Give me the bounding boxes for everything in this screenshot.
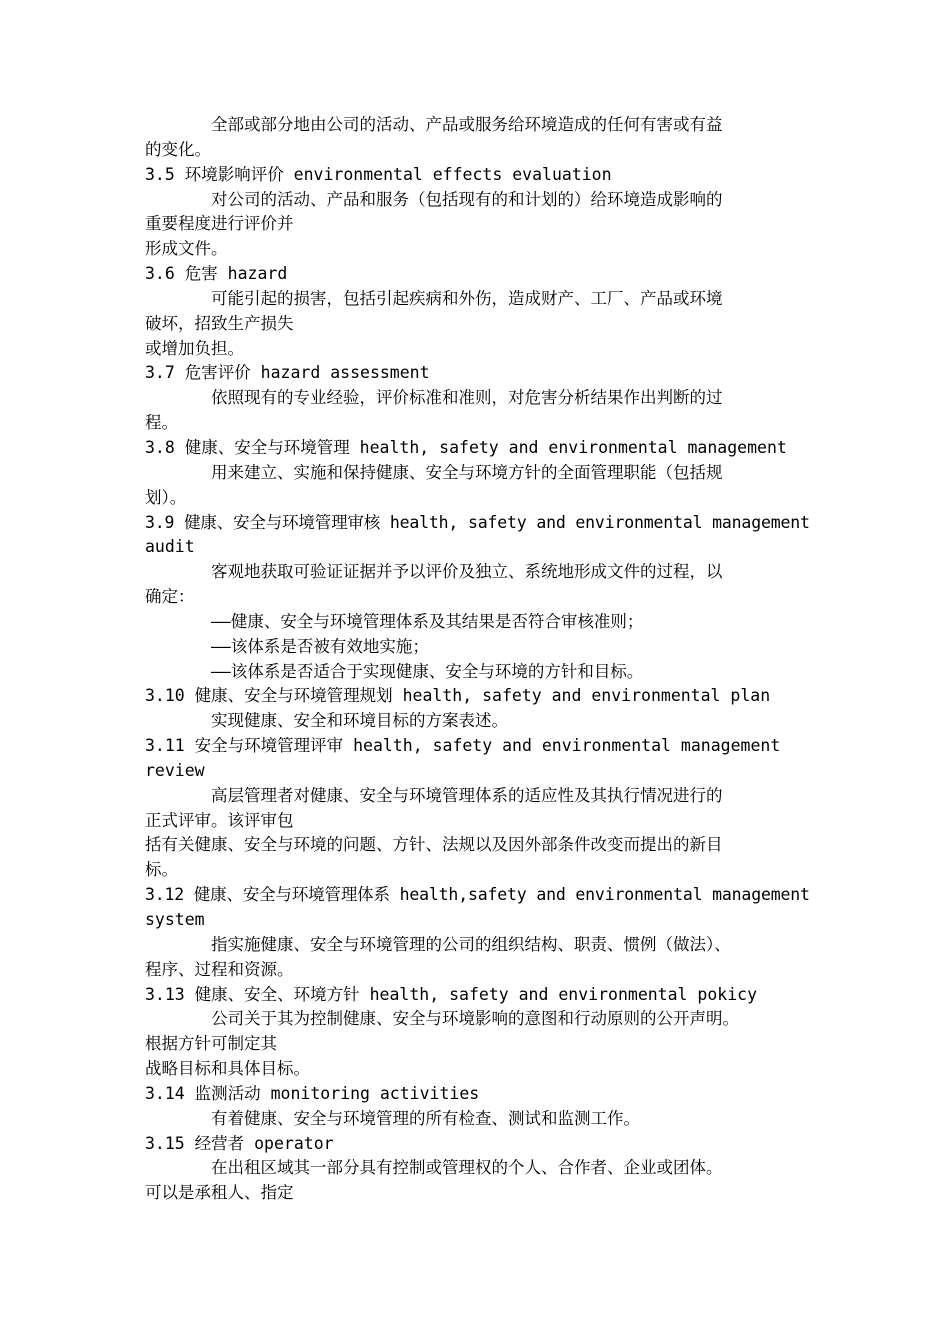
text-line: 3.15 经营者 operator	[145, 1133, 334, 1153]
text-line: system	[145, 910, 205, 929]
text-line: 标。	[145, 860, 178, 880]
text-line: 3.6 危害 hazard	[145, 264, 288, 284]
text-line: audit	[145, 537, 195, 557]
text-line: 或增加负担。	[145, 338, 244, 358]
text-line: 程。	[145, 413, 178, 433]
text-line: 正式评审。该评审包	[145, 810, 294, 830]
text-line: 对公司的活动、产品和服务（包括现有的和计划的）给环境造成影响的	[211, 189, 723, 209]
text-line: ——健康、安全与环境管理体系及其结果是否符合审核准则；	[211, 611, 644, 631]
text-line: 在出租区域其一部分具有控制或管理权的个人、合作者、企业或团体。	[211, 1158, 723, 1178]
text-line: 全部或部分地由公司的活动、产品或服务给环境造成的任何有害或有益	[211, 115, 723, 134]
text-line: 客观地获取可验证证据并予以评价及独立、系统地形成文件的过程，以	[211, 562, 723, 582]
text-line: 用来建立、实施和保持健康、安全与环境方针的全面管理职能（包括规	[211, 462, 723, 482]
text-line: 3.7 危害评价 hazard assessment	[145, 363, 430, 383]
text-line: 3.10 健康、安全与环境管理规划 health, safety and environmental plan	[145, 686, 771, 706]
text-line: 公司关于其为控制健康、安全与环境影响的意图和行动原则的公开声明。	[211, 1009, 739, 1029]
text-line: 3.9 健康、安全与环境管理审核 health, safety and environmental management	[145, 512, 810, 532]
text-line: 有着健康、安全与环境管理的所有检查、测试和监测工作。	[211, 1108, 640, 1128]
text-line: 指实施健康、安全与环境管理的公司的组织结构、职责、惯例（做法）、	[211, 934, 731, 954]
text-line: 3.12 健康、安全与环境管理体系 health,safety and environmental management	[145, 885, 810, 905]
text-line: review	[145, 760, 205, 780]
text-line: ——该体系是否被有效地实施；	[211, 636, 429, 656]
text-line: 的变化。	[145, 139, 211, 159]
text-line: 重要程度进行评价并	[145, 214, 294, 234]
text-line: 破坏，招致生产损失	[145, 313, 294, 333]
text-line: 实现健康、安全和环境目标的方案表述。	[211, 711, 508, 731]
text-line: 3.5 环境影响评价 environmental effects evaluation	[145, 164, 612, 184]
text-line: 战略目标和具体目标。	[145, 1059, 310, 1079]
text-line: 依照现有的专业经验，评价标准和准则，对危害分析结果作出判断的过	[211, 388, 723, 408]
text-line: 高层管理者对健康、安全与环境管理体系的适应性及其执行情况进行的	[211, 785, 723, 805]
text-line: 划）。	[145, 487, 187, 507]
text-line: 3.11 安全与环境管理评审 health, safety and environmental management	[145, 736, 781, 756]
text-line: 程序、过程和资源。	[145, 959, 294, 979]
text-line: 根据方针可制定其	[145, 1034, 277, 1054]
text-line: 括有关健康、安全与环境的问题、方针、法规以及因外部条件改变而提出的新目	[145, 835, 723, 855]
text-line: 可能引起的损害，包括引起疾病和外伤，造成财产、工厂、产品或环境	[211, 288, 723, 308]
document-body	[145, 113, 810, 1206]
text-line: ——该体系是否适合于实现健康、安全与环境的方针和目标。	[211, 661, 644, 681]
text-line: 3.13 健康、安全、环境方针 health, safety and environmental pokicy	[145, 984, 758, 1004]
text-line: 确定：	[145, 587, 195, 607]
text-line: 可以是承租人、指定	[145, 1183, 294, 1203]
text-line: 3.8 健康、安全与环境管理 health, safety and environmental management	[145, 437, 787, 457]
text-line: 形成文件。	[145, 239, 228, 259]
text-line: 3.14 监测活动 monitoring activities	[145, 1083, 480, 1103]
